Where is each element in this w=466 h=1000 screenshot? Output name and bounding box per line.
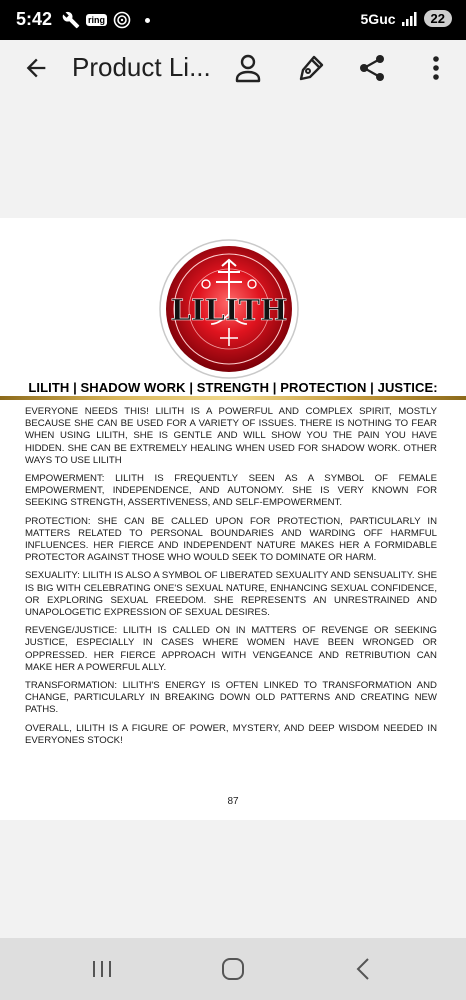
paragraph-sexuality: SEXUALITY: LILITH IS ALSO A SYMBOL OF LIBERATED SEXUALITY AND SENSUALITY. SHE IS BIG WITH CELEBRATING ONE'S SEXUAL NATURE, ENHANCING SEXUAL CONFIDENCE, OR EXPLORING SEXUAL FREEDOM. SHE REPRESENTS AN UNRESTRAINED AND UNAPOLOGETIC EXPRESSION OF SEXUAL DESIRES. [25, 570, 437, 619]
wrench-icon [62, 11, 80, 29]
paragraph-intro: EVERYONE NEEDS THIS! LILITH IS A POWERFUL AND COMPLEX SPIRIT, MOSTLY BECAUSE SHE CAN BE USED FOR A VARIETY OF ISSUES. THERE IS NOTHING TO FEAR WHEN USING LILITH, SHE IS GENTLE AND WILL SHOW YOU THE PAIN YOU HAVE HIDDEN. SHE CAN BE EXTREMELY HEALING WHEN USED FOR SHADOW WORK. OTHER WAYS TO USE LILITH [25, 406, 437, 466]
status-system-icons [361, 10, 452, 27]
person-icon[interactable] [232, 52, 264, 84]
target-app-icon [113, 11, 131, 29]
document-body [25, 406, 437, 753]
paragraph-overall: OVERALL, LILITH IS A FIGURE OF POWER, MYSTERY, AND DEEP WISDOM NEEDED IN EVERYONES STOCK! [25, 722, 437, 746]
share-icon[interactable] [356, 52, 388, 84]
system-nav-bar [0, 938, 466, 1000]
status-bar [0, 0, 466, 40]
paragraph-protection: PROTECTION: SHE CAN BE CALLED UPON FOR PROTECTION, PARTICULARLY IN MATTERS RELATED TO PERSONAL BOUNDARIES AND WARDING OFF HARMFUL INFLUENCES. HER FIERCE AND INDEPENDENT NATURE MAKES HER A FORMIDABLE PROTECTOR AGAINST THOSE WHO WOULD SEEK TO DOMINATE OR HARM. [25, 515, 437, 564]
battery-indicator: 22 [424, 10, 452, 27]
home-icon[interactable] [219, 955, 247, 983]
more-vert-icon[interactable] [420, 52, 452, 84]
page-title: Product Li... [72, 52, 211, 82]
status-time: 5:42 [16, 9, 53, 29]
document-page[interactable] [0, 218, 466, 820]
network-type: 5Guc [360, 10, 396, 27]
lilith-logo [158, 238, 300, 380]
app-bar [0, 40, 466, 96]
nav-back-icon[interactable] [350, 955, 378, 983]
paragraph-transformation: TRANSFORMATION: LILITH'S ENERGY IS OFTEN LINKED TO TRANSFORMATION AND CHANGE, PARTICULARLY IN BREAKING DOWN OLD PATTERNS AND CREATING NEW PATHS. [25, 680, 437, 716]
gold-divider [0, 396, 466, 400]
status-notification-icons [62, 10, 150, 30]
paragraph-empowerment: EMPOWERMENT: LILITH IS FREQUENTLY SEEN AS A SYMBOL OF FEMALE EMPOWERMENT, INDEPENDENCE, AND AUTONOMY. SHE IS VERY KNOWN FOR SEEKING STRENGTH, ASSERTIVENESS, AND SELF-EMPOWERMENT. [25, 473, 437, 509]
recent-apps-icon[interactable] [88, 955, 116, 983]
pen-edit-icon[interactable] [295, 52, 327, 84]
page-number: 87 [227, 796, 239, 807]
ring-app-icon: ring [88, 15, 105, 25]
logo-text: LILITH [170, 293, 288, 327]
document-heading: LILITH | SHADOW WORK | STRENGTH | PROTECTION | JUSTICE: [28, 380, 438, 395]
notification-dot-icon [145, 18, 150, 23]
signal-icon [402, 12, 418, 26]
arrow-back-icon[interactable] [22, 54, 50, 82]
paragraph-revenge-justice: REVENGE/JUSTICE: LILITH IS CALLED ON IN MATTERS OF REVENGE OR SEEKING JUSTICE, ESPECIALLY IN CASES WHERE WOMEN HAVE BEEN WRONGED OR OPPRESSED. HER FIERCE APPROACH WITH VENGEANCE AND RETRIBUTION CAN MAKE HER A POWERFUL ALLY. [25, 625, 437, 673]
